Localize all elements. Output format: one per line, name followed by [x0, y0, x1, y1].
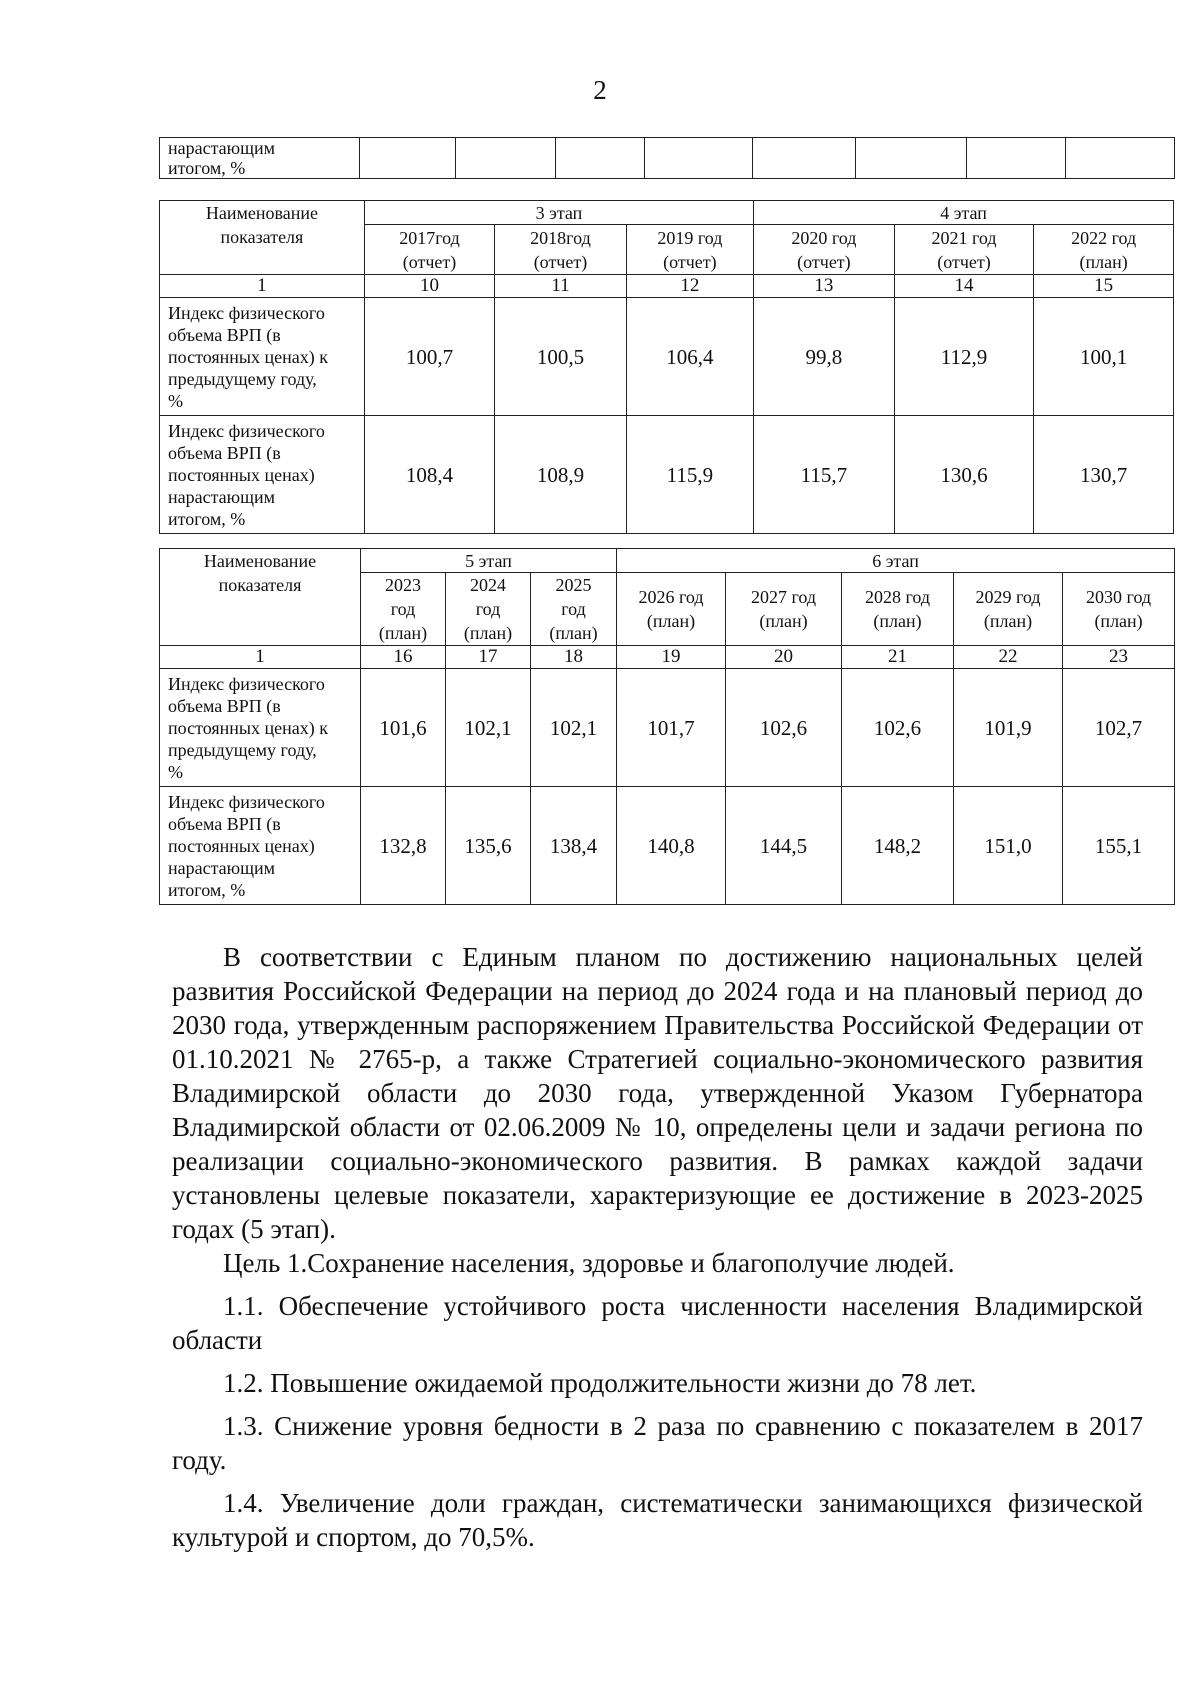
year-header: 2027 год (план): [726, 573, 842, 646]
column-number: 19: [617, 646, 726, 669]
row-label: Индекс физического объема ВРП (в постоянных ценах) нарастающим итогом, %: [160, 416, 365, 534]
value-cell: 102,6: [842, 669, 954, 787]
column-number: 18: [531, 646, 617, 669]
fragment-label: нарастающим итогом, %: [160, 138, 360, 179]
column-number: 20: [726, 646, 842, 669]
value-cell: 144,5: [726, 787, 842, 905]
column-number: 11: [495, 275, 626, 298]
value-cell: 102,6: [726, 669, 842, 787]
year-header: 2017год (отчет): [364, 225, 494, 275]
header-indicator-name: Наименование показателя: [160, 201, 365, 275]
value-cell: 115,9: [626, 416, 753, 534]
goal-item: 1.1. Обеспечение устойчивого роста численности населения Владимирской области: [172, 1291, 1143, 1355]
value-cell: 102,1: [531, 669, 617, 787]
column-number: 17: [446, 646, 531, 669]
year-header: 2024 год (план): [446, 573, 531, 646]
value-cell: 135,6: [446, 787, 531, 905]
table-row: [160, 416, 1174, 534]
goal-item: 1.3. Снижение уровня бедности в 2 раза по сравнению с показателем в 2017 году.: [172, 1411, 1143, 1475]
value-cell: 100,7: [364, 298, 494, 416]
column-number: 13: [754, 275, 895, 298]
year-header: 2018год (отчет): [495, 225, 626, 275]
goal-item: 1.4. Увеличение доли граждан, систематически занимающихся физической культурой и спортом, до 70,5%.: [172, 1488, 1143, 1552]
year-header: 2019 год (отчет): [626, 225, 753, 275]
year-header: 2021 год (отчет): [894, 225, 1034, 275]
table-row: [160, 669, 1175, 787]
column-number: 12: [626, 275, 753, 298]
row-label: Индекс физического объема ВРП (в постоянных ценах) к предыдущему году, %: [160, 298, 365, 416]
value-cell: 155,1: [1063, 787, 1175, 905]
value-cell: 130,6: [894, 416, 1034, 534]
table-stages-5-6: [159, 548, 1175, 905]
value-cell: 148,2: [842, 787, 954, 905]
body-paragraph: В соответствии с Единым планом по достижению национальных целей развития Российской Федерации на период до 2024 года и на плановый период до 2030 года, утвержденным распоряжением Правительства Российской Федерации от 01.10.2021 № 2765-р, а также Стратегией социально-экономического развития Владимирской области до 2030 года, утвержденной Указом Губернатора Владимирской области от 02.06.2009 № 10, определены цели и задачи региона по реализации социально-экономического развития. В рамках каждой задачи установлены целевые показатели, характеризующие ее достижение в 2023-2025 годах (5 этап).: [172, 942, 1143, 1244]
header-indicator-name: Наименование показателя: [160, 549, 361, 646]
stage-header: 6 этап: [617, 549, 1175, 573]
table-fragment: [159, 137, 1175, 179]
stage-header: 5 этап: [361, 549, 617, 573]
year-header: 2020 год (отчет): [754, 225, 895, 275]
value-cell: 101,7: [617, 669, 726, 787]
value-cell: 100,5: [495, 298, 626, 416]
value-cell: 99,8: [754, 298, 895, 416]
stage-header: 4 этап: [754, 201, 1174, 225]
value-cell: 115,7: [754, 416, 895, 534]
column-number: 16: [361, 646, 446, 669]
year-header: 2029 год (план): [954, 573, 1063, 646]
value-cell: 112,9: [894, 298, 1034, 416]
value-cell: 102,1: [446, 669, 531, 787]
row-label: Индекс физического объема ВРП (в постоянных ценах) к предыдущему году, %: [160, 669, 361, 787]
value-cell: 108,4: [364, 416, 494, 534]
year-header: 2026 год (план): [617, 573, 726, 646]
stage-header: 3 этап: [364, 201, 753, 225]
column-number: 22: [954, 646, 1063, 669]
year-header: 2023 год (план): [361, 573, 446, 646]
column-number: 21: [842, 646, 954, 669]
goal-heading: Цель 1.Сохранение населения, здоровье и благополучие людей.: [223, 1248, 955, 1278]
value-cell: 101,9: [954, 669, 1063, 787]
year-header: 2030 год (план): [1063, 573, 1175, 646]
year-header: 2022 год (план): [1034, 225, 1174, 275]
table-row: [160, 298, 1174, 416]
value-cell: 102,7: [1063, 669, 1175, 787]
value-cell: 106,4: [626, 298, 753, 416]
value-cell: 132,8: [361, 787, 446, 905]
value-cell: 100,1: [1034, 298, 1174, 416]
value-cell: 140,8: [617, 787, 726, 905]
page-number: 2: [593, 75, 607, 105]
column-number: 23: [1063, 646, 1175, 669]
column-number: 15: [1034, 275, 1174, 298]
value-cell: 108,9: [495, 416, 626, 534]
value-cell: 151,0: [954, 787, 1063, 905]
table-stages-3-4: [159, 200, 1174, 534]
value-cell: 138,4: [531, 787, 617, 905]
column-number: 14: [894, 275, 1034, 298]
year-header: 2028 год (план): [842, 573, 954, 646]
year-header: 2025 год (план): [531, 573, 617, 646]
goal-item: 1.2. Повышение ожидаемой продолжительности жизни до 78 лет.: [223, 1368, 977, 1398]
value-cell: 130,7: [1034, 416, 1174, 534]
column-number: 10: [364, 275, 494, 298]
row-label: Индекс физического объема ВРП (в постоянных ценах) нарастающим итогом, %: [160, 787, 361, 905]
column-number: 1: [160, 275, 365, 298]
table-row: [160, 787, 1175, 905]
column-number: 1: [160, 646, 361, 669]
value-cell: 101,6: [361, 669, 446, 787]
